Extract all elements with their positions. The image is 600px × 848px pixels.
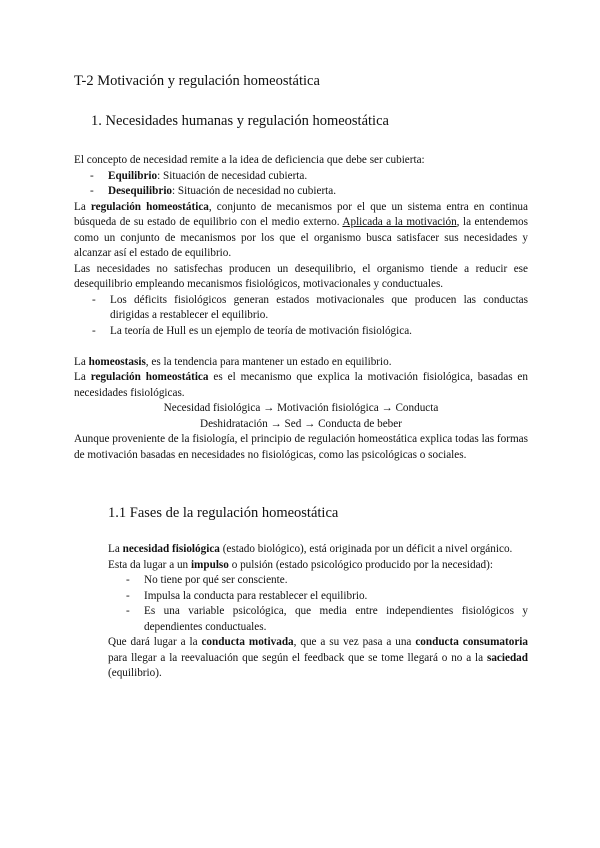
flow-line-2: Deshidratación → Sed → Conducta de beber — [200, 417, 402, 430]
list-item: - La teoría de Hull es un ejemplo de teoría de motivación fisiológica. — [74, 324, 528, 340]
paragraph-fisiologia: Aunque proveniente de la fisiología, el principio de regulación homeostática explica todas las formas de motivación basadas en necesidades no fisiológicas, como las psicológicas o sociales. — [74, 433, 528, 461]
paragraph-necesidad: El concepto de necesidad remite a la idea de deficiencia que debe ser cubierta: — [74, 154, 425, 166]
list-item: - Equilibrio: Situación de necesidad cubierta. — [74, 169, 528, 185]
section-1-1-body — [108, 542, 528, 682]
flow-line-1: Necesidad fisiológica → Motivación fisiológica → Conducta — [163, 402, 439, 414]
paragraph-impulso: Esta da lugar a un impulso o pulsión (estado psicológico producido por la necesidad): — [108, 558, 493, 571]
list-item: - Impulsa la conducta para restablecer el equilibrio. — [108, 589, 528, 605]
section-1-heading: 1. Necesidades humanas y regulación homeostática — [91, 113, 389, 129]
section-1-body — [74, 153, 528, 463]
paragraph-homeostasis: La homeostasis, es la tendencia para mantener un estado en equilibrio. — [74, 355, 392, 368]
paragraph-regulacion-2: La regulación homeostática es el mecanismo que explica la motivación fisiológica, basadas en necesidades fisiológicas. — [74, 371, 528, 399]
equilibrium-list — [74, 169, 528, 200]
list-item: - Los déficits fisiológicos generan estados motivacionales que producen las conductas dirigidas a restablecer el equilibrio. — [74, 293, 528, 324]
list-item: - Desequilibrio: Situación de necesidad no cubierta. — [74, 184, 528, 200]
list-item: - No tiene por qué ser consciente. — [108, 573, 528, 589]
list-item: - Es una variable psicológica, que media entre independientes fisiológicos y dependientes conductuales. — [108, 604, 528, 635]
paragraph-conducta: Que dará lugar a la conducta motivada, que a su vez pasa a una conducta consumatoria para llegar a la reevaluación que según el feedback que se tome llegará o no a la saciedad (equilibrio). — [108, 636, 528, 679]
paragraph-desequilibrio: Las necesidades no satisfechas producen un desequilibrio, el organismo tiende a reducir ese desequilibrio empleando mecanismos fisiológicos, motivacionales y conductuales. — [74, 262, 528, 290]
paragraph-regulacion: La regulación homeostática, conjunto de mecanismos por el que un sistema entra en continua búsqueda de su estado de equilibrio con el medio externo. Aplicada a la motivación, la entendemos como un conjunto de mecanismos por los que el organismo busca satisfacer sus necesidades y alcanzar así el estado de equilibrio. — [74, 200, 528, 259]
paragraph-necesidad-fisiologica: La necesidad fisiológica (estado biológico), está originada por un déficit a nivel orgánico. — [108, 543, 513, 555]
impulso-list — [108, 573, 528, 635]
deficit-list — [74, 293, 528, 340]
document-title: T-2 Motivación y regulación homeostática — [74, 73, 320, 89]
section-1-1-heading: 1.1 Fases de la regulación homeostática — [108, 505, 339, 521]
